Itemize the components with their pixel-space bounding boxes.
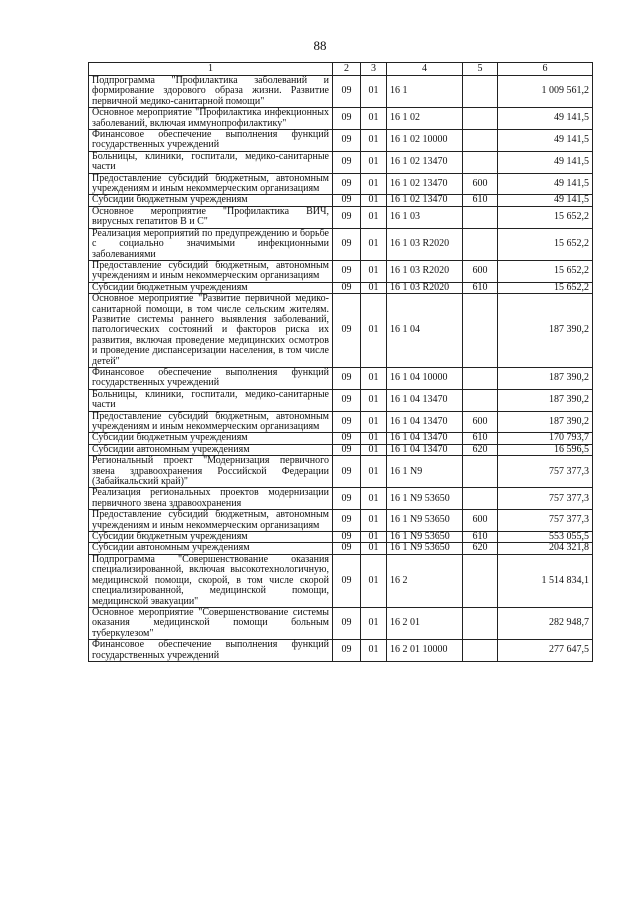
table-row (89, 607, 593, 639)
table-row (89, 488, 593, 510)
row-target-code: 16 1 (387, 76, 463, 108)
row-section: 09 (333, 282, 361, 293)
row-subsection: 01 (361, 444, 387, 455)
table-row (89, 151, 593, 173)
row-target-code: 16 1 N9 53650 (387, 543, 463, 554)
row-target-code: 16 1 03 R2020 (387, 228, 463, 260)
row-amount: 187 390,2 (498, 389, 593, 411)
row-expense-type: 610 (463, 433, 498, 444)
row-target-code: 16 1 04 10000 (387, 367, 463, 389)
row-expense-type: 610 (463, 195, 498, 206)
row-subsection: 01 (361, 282, 387, 293)
row-name: Реализация региональных проектов модернизации первичного звена здравоохранения (89, 488, 333, 510)
row-subsection: 01 (361, 554, 387, 607)
row-amount: 15 652,2 (498, 228, 593, 260)
row-amount: 15 652,2 (498, 206, 593, 228)
row-subsection: 01 (361, 607, 387, 639)
row-amount: 757 377,3 (498, 510, 593, 532)
row-section: 09 (333, 554, 361, 607)
row-expense-type: 620 (463, 543, 498, 554)
row-subsection: 01 (361, 543, 387, 554)
row-name: Субсидии автономным учреждениям (89, 444, 333, 455)
row-expense-type (463, 456, 498, 488)
row-expense-type (463, 389, 498, 411)
row-section: 09 (333, 510, 361, 532)
header-col-4: 4 (387, 63, 463, 76)
row-amount: 49 141,5 (498, 108, 593, 130)
table-row (89, 554, 593, 607)
table-row (89, 543, 593, 554)
row-target-code: 16 1 03 (387, 206, 463, 228)
row-amount: 204 321,8 (498, 543, 593, 554)
row-target-code: 16 2 01 10000 (387, 640, 463, 662)
row-section: 09 (333, 108, 361, 130)
table-row (89, 367, 593, 389)
row-name: Больницы, клиники, госпитали, медико-санитарные части (89, 151, 333, 173)
row-expense-type (463, 607, 498, 639)
row-target-code: 16 1 N9 53650 (387, 510, 463, 532)
row-target-code: 16 1 N9 (387, 456, 463, 488)
row-expense-type (463, 130, 498, 152)
row-target-code: 16 1 04 13470 (387, 433, 463, 444)
row-amount: 187 390,2 (498, 411, 593, 433)
table-row (89, 640, 593, 662)
row-name: Предоставление субсидий бюджетным, автономным учреждениям и иным некоммерческим организациям (89, 510, 333, 532)
row-name: Основное мероприятие "Профилактика инфекционных заболеваний, включая иммунопрофилактику" (89, 108, 333, 130)
row-name: Финансовое обеспечение выполнения функций государственных учреждений (89, 130, 333, 152)
table-row (89, 282, 593, 293)
row-section: 09 (333, 389, 361, 411)
row-expense-type (463, 367, 498, 389)
row-expense-type (463, 228, 498, 260)
table-row (89, 130, 593, 152)
row-expense-type: 600 (463, 510, 498, 532)
row-subsection: 01 (361, 76, 387, 108)
header-col-1: 1 (89, 63, 333, 76)
header-col-6: 6 (498, 63, 593, 76)
row-subsection: 01 (361, 510, 387, 532)
row-section: 09 (333, 444, 361, 455)
row-expense-type (463, 151, 498, 173)
row-subsection: 01 (361, 108, 387, 130)
row-target-code: 16 1 03 R2020 (387, 260, 463, 282)
row-subsection: 01 (361, 173, 387, 195)
row-target-code: 16 1 02 10000 (387, 130, 463, 152)
table-body (89, 76, 593, 662)
row-section: 09 (333, 411, 361, 433)
row-section: 09 (333, 488, 361, 510)
row-target-code: 16 1 N9 53650 (387, 532, 463, 543)
row-amount: 15 652,2 (498, 260, 593, 282)
table-row (89, 456, 593, 488)
row-section: 09 (333, 76, 361, 108)
row-name: Подпрограмма "Профилактика заболеваний и формирование здорового образа жизни. Развитие первичной медико-санитарной помощи" (89, 76, 333, 108)
page-number: 88 (313, 38, 327, 53)
row-amount: 187 390,2 (498, 294, 593, 368)
row-amount: 1 009 561,2 (498, 76, 593, 108)
row-name: Предоставление субсидий бюджетным, автономным учреждениям и иным некоммерческим организациям (89, 411, 333, 433)
row-subsection: 01 (361, 206, 387, 228)
row-expense-type (463, 488, 498, 510)
row-amount: 49 141,5 (498, 130, 593, 152)
table-row (89, 532, 593, 543)
row-subsection: 01 (361, 151, 387, 173)
row-name: Субсидии автономным учреждениям (89, 543, 333, 554)
row-target-code: 16 1 03 R2020 (387, 282, 463, 293)
row-subsection: 01 (361, 228, 387, 260)
row-subsection: 01 (361, 294, 387, 368)
row-name: Субсидии бюджетным учреждениям (89, 433, 333, 444)
row-target-code: 16 2 (387, 554, 463, 607)
row-name: Предоставление субсидий бюджетным, автономным учреждениям и иным некоммерческим организациям (89, 173, 333, 195)
row-subsection: 01 (361, 195, 387, 206)
row-name: Субсидии бюджетным учреждениям (89, 532, 333, 543)
row-expense-type: 600 (463, 260, 498, 282)
row-section: 09 (333, 206, 361, 228)
row-target-code: 16 1 04 13470 (387, 389, 463, 411)
table-row (89, 389, 593, 411)
table-row (89, 228, 593, 260)
row-target-code: 16 1 02 13470 (387, 173, 463, 195)
budget-table (88, 62, 593, 662)
row-name: Региональный проект "Модернизация первичного звена здравоохранения Российской Федерации (Забайкальский край)" (89, 456, 333, 488)
table-row (89, 206, 593, 228)
row-amount: 49 141,5 (498, 173, 593, 195)
row-amount: 553 055,5 (498, 532, 593, 543)
row-expense-type: 600 (463, 411, 498, 433)
row-section: 09 (333, 456, 361, 488)
row-amount: 49 141,5 (498, 195, 593, 206)
row-expense-type: 610 (463, 282, 498, 293)
row-section: 09 (333, 151, 361, 173)
row-section: 09 (333, 433, 361, 444)
header-col-5: 5 (463, 63, 498, 76)
table-row (89, 294, 593, 368)
row-name: Субсидии бюджетным учреждениям (89, 282, 333, 293)
row-expense-type (463, 294, 498, 368)
row-target-code: 16 1 02 (387, 108, 463, 130)
row-name: Субсидии бюджетным учреждениям (89, 195, 333, 206)
row-subsection: 01 (361, 456, 387, 488)
row-subsection: 01 (361, 411, 387, 433)
row-amount: 1 514 834,1 (498, 554, 593, 607)
row-section: 09 (333, 228, 361, 260)
row-expense-type (463, 76, 498, 108)
row-subsection: 01 (361, 640, 387, 662)
row-target-code: 16 1 02 13470 (387, 151, 463, 173)
row-subsection: 01 (361, 130, 387, 152)
row-target-code: 16 1 04 (387, 294, 463, 368)
row-name: Основное мероприятие "Совершенствование системы оказания медицинской помощи больным туберкулезом" (89, 607, 333, 639)
header-col-3: 3 (361, 63, 387, 76)
row-expense-type (463, 108, 498, 130)
header-col-2: 2 (333, 63, 361, 76)
row-section: 09 (333, 130, 361, 152)
row-subsection: 01 (361, 532, 387, 543)
row-subsection: 01 (361, 433, 387, 444)
table-row (89, 444, 593, 455)
row-amount: 277 647,5 (498, 640, 593, 662)
row-expense-type (463, 640, 498, 662)
row-amount: 49 141,5 (498, 151, 593, 173)
row-name: Реализация мероприятий по предупреждению и борьбе с социально значимыми инфекционными заболеваниями (89, 228, 333, 260)
row-section: 09 (333, 543, 361, 554)
table-row (89, 411, 593, 433)
row-name: Финансовое обеспечение выполнения функций государственных учреждений (89, 367, 333, 389)
row-amount: 187 390,2 (498, 367, 593, 389)
row-amount: 757 377,3 (498, 488, 593, 510)
table-row (89, 173, 593, 195)
row-amount: 282 948,7 (498, 607, 593, 639)
row-name: Подпрограмма "Совершенствование оказания специализированной, включая высокотехнологичную, медицинской помощи, скорой, в том числе скорой специализированной, медицинской помощи, медицинской эвакуации" (89, 554, 333, 607)
row-section: 09 (333, 294, 361, 368)
table-row (89, 195, 593, 206)
header-row (89, 63, 593, 76)
row-expense-type (463, 554, 498, 607)
table-row (89, 260, 593, 282)
row-name: Основное мероприятие "Развитие первичной медико-санитарной помощи, в том числе сельским жителям. Развитие системы раннего выявления заболеваний, патологических состояний и факторов риска их развития, включая проведение медицинских осмотров и проведение диспансеризации населения, в том числе детей" (89, 294, 333, 368)
row-amount: 170 793,7 (498, 433, 593, 444)
row-name: Предоставление субсидий бюджетным, автономным учреждениям и иным некоммерческим организациям (89, 260, 333, 282)
table-row (89, 108, 593, 130)
row-section: 09 (333, 607, 361, 639)
row-target-code: 16 1 02 13470 (387, 195, 463, 206)
row-amount: 757 377,3 (498, 456, 593, 488)
row-expense-type (463, 206, 498, 228)
row-subsection: 01 (361, 367, 387, 389)
row-expense-type: 610 (463, 532, 498, 543)
row-name: Больницы, клиники, госпитали, медико-санитарные части (89, 389, 333, 411)
row-expense-type: 620 (463, 444, 498, 455)
row-subsection: 01 (361, 389, 387, 411)
row-section: 09 (333, 367, 361, 389)
row-target-code: 16 1 04 13470 (387, 444, 463, 455)
row-target-code: 16 1 N9 53650 (387, 488, 463, 510)
row-expense-type: 600 (463, 173, 498, 195)
row-target-code: 16 1 04 13470 (387, 411, 463, 433)
row-section: 09 (333, 260, 361, 282)
row-target-code: 16 2 01 (387, 607, 463, 639)
row-section: 09 (333, 173, 361, 195)
row-subsection: 01 (361, 260, 387, 282)
table-row (89, 510, 593, 532)
row-section: 09 (333, 640, 361, 662)
row-subsection: 01 (361, 488, 387, 510)
row-section: 09 (333, 532, 361, 543)
row-amount: 15 652,2 (498, 282, 593, 293)
row-name: Основное мероприятие "Профилактика ВИЧ, вирусных гепатитов В и С" (89, 206, 333, 228)
table-row (89, 433, 593, 444)
row-section: 09 (333, 195, 361, 206)
row-amount: 16 596,5 (498, 444, 593, 455)
table-row (89, 76, 593, 108)
row-name: Финансовое обеспечение выполнения функций государственных учреждений (89, 640, 333, 662)
